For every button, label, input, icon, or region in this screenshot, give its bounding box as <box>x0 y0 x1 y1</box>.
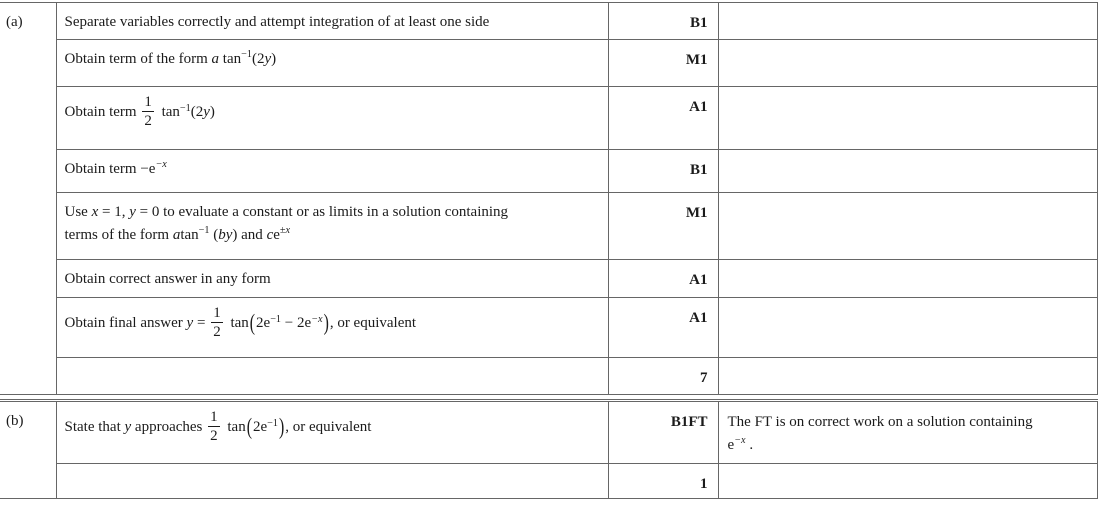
criterion-text: Obtain term $\frac{1}{2}$ $\tan^{-1}(2y)$ <box>56 87 608 150</box>
note-cell: The FT is on correct work on a solution containing $e^{-x}$ . <box>718 401 1097 464</box>
criterion-text: Separate variables correctly and attempt integration of at least one side <box>56 3 608 40</box>
mark-cell: A1 <box>608 87 718 150</box>
criterion-text: Obtain term $-e^{-x}$ <box>56 150 608 193</box>
note-cell <box>718 464 1097 499</box>
table-row <box>0 87 1097 150</box>
table-row <box>0 260 1097 298</box>
note-cell <box>718 193 1097 260</box>
part-label-a: (a) <box>0 3 56 395</box>
note-cell <box>718 87 1097 150</box>
mark-cell: B1 <box>608 150 718 193</box>
note-cell <box>718 3 1097 40</box>
criterion-text: Obtain term of the form a $\tan^{-1}(2y)$ <box>56 40 608 87</box>
section-total: 1 <box>608 464 718 499</box>
table-row <box>0 40 1097 87</box>
note-cell <box>718 150 1097 193</box>
note-cell <box>718 298 1097 358</box>
empty-cell <box>56 464 608 499</box>
mark-cell: M1 <box>608 40 718 87</box>
note-cell <box>718 40 1097 87</box>
table-row <box>0 298 1097 358</box>
markscheme-table-part-b <box>0 399 1098 499</box>
table-row <box>0 401 1097 464</box>
total-row <box>0 464 1097 499</box>
mark-cell: M1 <box>608 193 718 260</box>
table-row <box>0 150 1097 193</box>
note-cell <box>718 358 1097 395</box>
empty-cell <box>56 358 608 395</box>
mark-cell: B1FT <box>608 401 718 464</box>
part-label-b: (b) <box>0 401 56 499</box>
criterion-text: Use x = 1, y = 0 to evaluate a constant or as limits in a solution containing terms of the form atan$^{-1}$ (by) and $ce^{\pm x}$ <box>56 193 608 260</box>
table-row <box>0 193 1097 260</box>
mark-cell: A1 <box>608 298 718 358</box>
section-total: 7 <box>608 358 718 395</box>
criterion-text: State that y approaches $\frac{1}{2}$ $\tan(2e^{-1})$, or equivalent <box>56 401 608 464</box>
mark-cell: A1 <box>608 260 718 298</box>
markscheme-table-part-a <box>0 2 1098 395</box>
criterion-text: Obtain correct answer in any form <box>56 260 608 298</box>
criterion-text: Obtain final answer y = $\frac{1}{2}$ $\tan(2e^{-1} - 2e^{-x})$, or equivalent <box>56 298 608 358</box>
total-row <box>0 358 1097 395</box>
table-row <box>0 3 1097 40</box>
note-cell <box>718 260 1097 298</box>
mark-cell: B1 <box>608 3 718 40</box>
